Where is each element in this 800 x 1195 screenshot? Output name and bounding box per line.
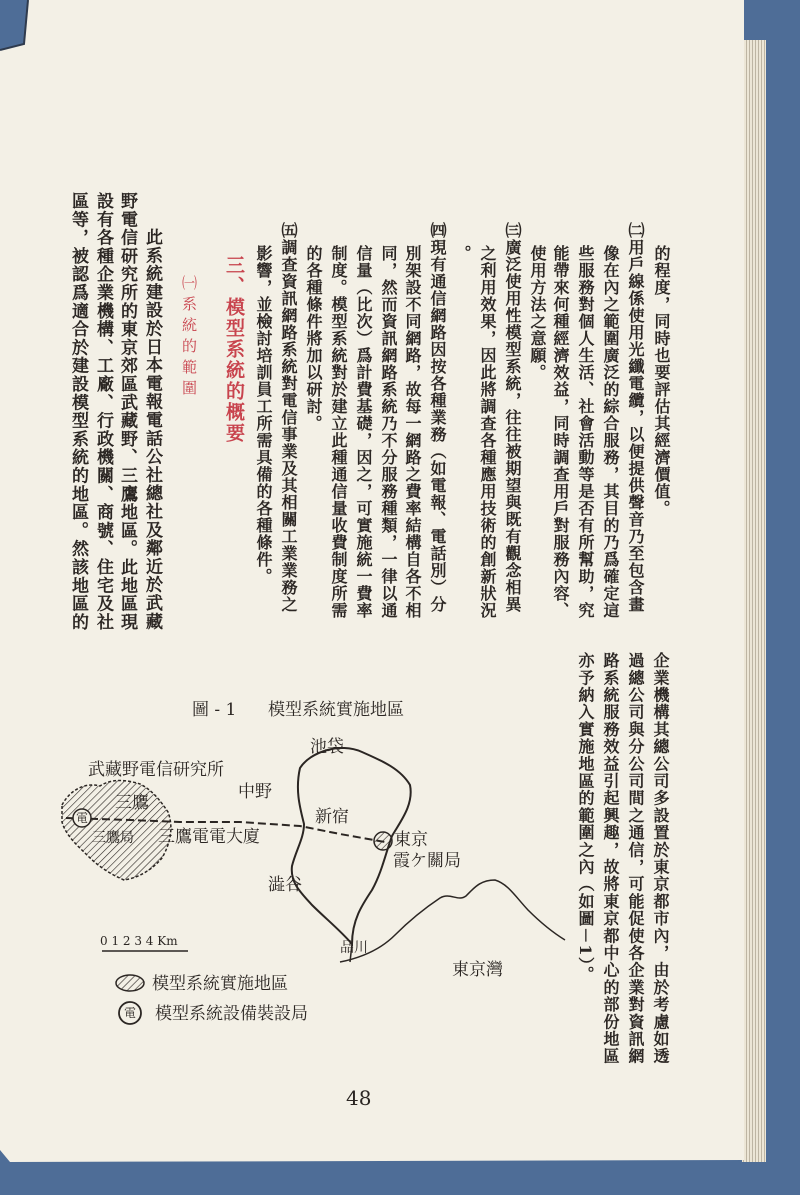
text-column: 路系統服務效益引起興趣，故將東京都中心的部份地區: [601, 652, 620, 1065]
text-column: 別架設不同網路，故每一網路之費率結構自各不相: [403, 245, 422, 619]
label-kasumigaseki-office: 霞ケ關局: [393, 851, 461, 871]
page-number: 48: [346, 1086, 372, 1110]
label-shibuya: 澁谷: [268, 875, 302, 895]
label-mitaka: 三鷹: [115, 793, 149, 813]
label-mitaka-office: 三鷹局: [92, 830, 134, 846]
label-shinagawa: 品川: [340, 940, 368, 956]
text-column: 的各種條件將加以研討。: [304, 245, 323, 432]
label-musashino-lab: 武藏野電信研究所: [88, 760, 224, 780]
label-mitaka-building: 三鷹電電大廈: [158, 827, 260, 847]
station-office-icon: [73, 809, 91, 827]
text-column: ㈣現有通信網路因按各種業務（如電報、電話別）分: [428, 222, 447, 613]
map-figure: [40, 690, 580, 1050]
tokyo-bay-coastline: [340, 880, 565, 962]
text-column: 信量（比次）爲計費基礎，因之，可實施統一費率: [354, 245, 373, 619]
legend-label: 模型系統設備裝設局: [155, 1004, 308, 1024]
yamanote-loop: [292, 748, 411, 944]
hatched-area-icon: [116, 975, 144, 991]
text-column: 影響，並檢討培訓員工所需具備的各種條件。: [254, 245, 273, 585]
text-column: 制度。模型系統對於建立此種通信量收費制度所需: [329, 245, 348, 619]
scale-label: 0 1 2 3 4 Km: [100, 934, 178, 948]
label-shinjuku: 新宿: [315, 807, 349, 827]
station-office-symbol: 電: [76, 811, 89, 825]
legend-equipment-office: [119, 1002, 308, 1024]
text-column: 過總公司與分公司間之通信，可能促使各企業對資訊網: [626, 652, 645, 1065]
text-column: 像在內之範圍廣泛的綜合服務，其目的乃爲確定這: [601, 245, 620, 619]
text-column: 野電信研究所的東京郊區武藏野、三鷹地區。此地區現: [117, 192, 137, 632]
subsection-heading: ㈠系統的範圍: [180, 275, 198, 401]
text-column: 區等，被認爲適合於建設模型系統的地區。然該地區的: [68, 192, 88, 632]
map-scale-bar: [100, 934, 188, 951]
text-column: 此系統建設於日本電報電話公社總社及鄰近於武藏: [142, 228, 162, 631]
station-office-icon: [374, 832, 392, 850]
label-tokyo: 東京: [394, 830, 428, 850]
label-tokyo-bay: 東京灣: [452, 960, 503, 980]
text-column: 設有各種企業機構、工廠、行政機關、商號、住宅及社: [93, 192, 113, 632]
page-edges: [742, 40, 766, 1162]
text-column: 的程度，同時也要評估其經濟價值。: [652, 245, 671, 517]
text-column: ㈤調查資訊網路系統對電信事業及其相關工業業務之: [279, 222, 298, 613]
figure-caption-title: 模型系統實施地區: [268, 700, 404, 720]
text-column: 。: [453, 245, 472, 262]
text-column: 使用方法之意願。: [528, 245, 547, 381]
legend-label: 模型系統實施地區: [152, 974, 288, 994]
text-column: ㈡用戶線係使用光纖電纜，以便提供聲音乃至包含畫: [626, 222, 645, 613]
text-column: 些服務對個人生活、社會活動等是否有所幫助，究: [576, 245, 595, 619]
label-nakano: 中野: [238, 782, 272, 802]
section-heading: 三、模型系統的概要: [223, 255, 245, 444]
legend-model-area: [116, 974, 288, 994]
text-column: 之利用效果，因此將調查各種應用技術的創新狀況: [478, 245, 497, 619]
text-column: 能帶來何種經濟效益，同時調查用戶對服務內容、: [551, 245, 570, 619]
label-ikebukuro: 池袋: [310, 737, 344, 757]
text-column: ㈢廣泛使用性模型系統，往往被期望與既有觀念相異: [503, 222, 522, 613]
figure-caption-number: 圖 - 1: [192, 700, 237, 720]
text-column: 亦予納入實施地區的範圍之內（如圖－1）。: [576, 652, 595, 984]
station-office-symbol: 電: [124, 1006, 137, 1020]
text-column: 企業機構其總公司多設置於東京都市內，由於考慮如透: [651, 652, 670, 1065]
text-column: 同，然而資訊網路系統乃不分服務種類，一律以通: [379, 245, 398, 619]
